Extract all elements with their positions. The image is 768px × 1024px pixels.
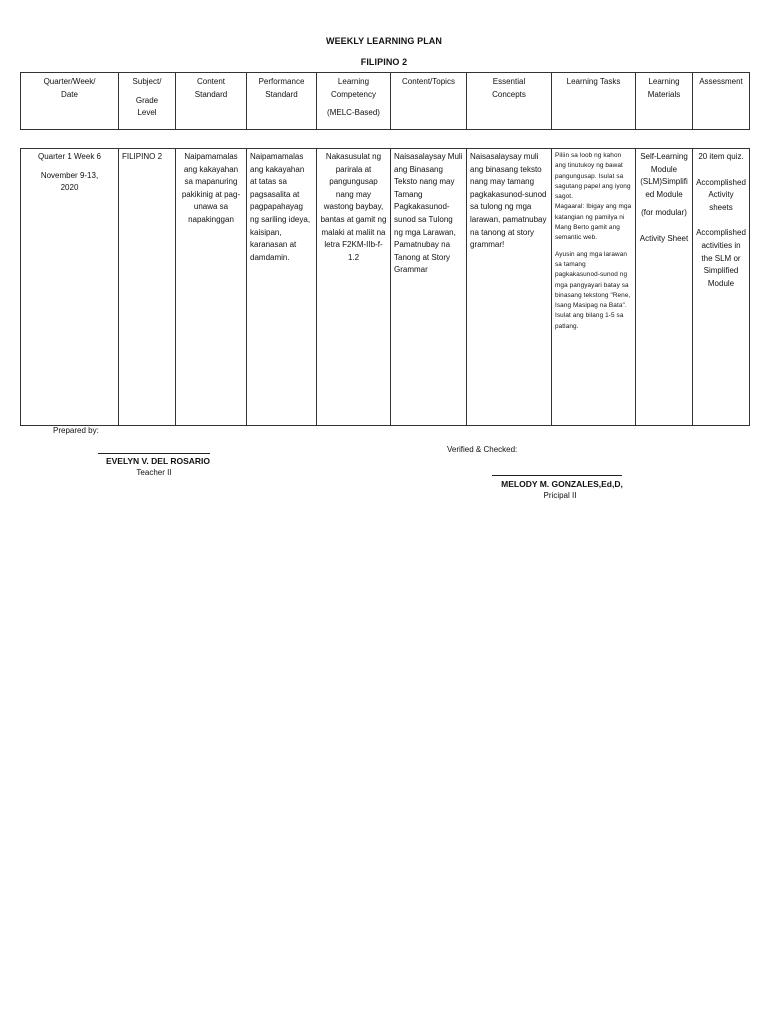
materials-item: Activity Sheet [639, 233, 689, 243]
cell-content-topics [391, 149, 467, 426]
date-text: 2020 [60, 183, 79, 193]
header-text: Level [137, 108, 157, 118]
header-assessment [693, 73, 750, 130]
header-text: Concepts [492, 89, 526, 99]
content-standard-text: Naipamamalas ang kakayahan sa mapanuring pakikinig at pag-unawa sa napakinggan [181, 152, 241, 224]
prepared-by-label: Prepared by: [53, 426, 99, 435]
header-text: Learning [337, 77, 370, 86]
cell-quarter-week-date [21, 149, 119, 426]
verifier-title: Pricipal II [543, 491, 577, 500]
content-topics-text: Naisasalaysay Muli ang Binasang Teksto nang may Tamang Pagkakasunod-sunod sa Tulong ng mga Larawan, Pamatnubay na Tanong at Story Grammar [394, 152, 463, 275]
header-learning-materials [636, 73, 693, 130]
header-content-topics [391, 73, 467, 130]
verifier-name: MELODY M. GONZALES,Ed,D, [501, 479, 623, 489]
header-text: Materials [647, 89, 681, 99]
task-item: Isulat ang bilang 1-5 sa patlang. [555, 312, 624, 330]
assessment-item: Accomplished Activity sheets [696, 177, 746, 212]
essential-concepts-text: Naisasalaysay muli ang binasang teksto nang may tamang pagkakasunod-sunod sa tulong ng mga larawan, pamatnubay na tanong at story grammar! [470, 152, 547, 250]
header-text: Date [61, 89, 78, 99]
cell-learning-tasks [552, 149, 636, 426]
assessment-item: 20 item quiz. [698, 152, 744, 161]
materials-item: (for modular) [641, 208, 687, 218]
task-item: Piliin sa loob ng kahon ang tinutukoy ng bawat pangungusap. Isulat sa sagutang papel ang iyong sagot. [555, 152, 631, 201]
header-table [20, 72, 750, 130]
date-text: November 9-13, [40, 170, 99, 180]
task-item: Ayusin ang mga larawan sa tamang pagkakasunod-sunod ng mga pangyayari batay sa binasang tekstong "Rene, Isang Masipag na Bata". [555, 250, 631, 310]
header-row [21, 73, 750, 130]
header-text: Content/Topics [402, 77, 455, 86]
preparer-name: EVELYN V. DEL ROSARIO [105, 456, 211, 466]
quarter-week-text: Quarter 1 Week 6 [38, 152, 101, 161]
preparer-title: Teacher II [136, 468, 172, 477]
cell-learning-competency [317, 149, 391, 426]
assessment-item: Accomplished activities in the SLM or Simplified Module [696, 228, 746, 288]
header-learning-competency [317, 73, 391, 130]
header-text: Essential [492, 77, 526, 86]
header-text: Assessment [699, 77, 743, 86]
verifier-signature-line [492, 475, 622, 476]
header-learning-tasks [552, 73, 636, 130]
header-subject-grade-level [119, 73, 176, 130]
header-text: Content [196, 77, 226, 86]
header-text: Quarter/Week/ [43, 77, 96, 86]
preparer-signature-line [98, 453, 210, 454]
header-text: Competency [331, 89, 376, 99]
plan-table [20, 148, 750, 426]
cell-performance-standard [247, 149, 317, 426]
table-row [21, 149, 750, 426]
header-text: Standard [194, 89, 228, 99]
header-text: Learning [648, 77, 680, 86]
header-text: Standard [265, 89, 298, 99]
header-performance-standard [247, 73, 317, 130]
cell-learning-materials [636, 149, 693, 426]
materials-item: Self-Learning Module (SLM)Simplified Module [640, 152, 688, 199]
verified-checked-label: Verified & Checked: [447, 445, 518, 454]
cell-subject [119, 149, 176, 426]
header-text: (MELC-Based) [327, 108, 380, 118]
document-title: WEEKLY LEARNING PLAN [325, 36, 442, 46]
document-subject-heading: FILIPINO 2 [360, 57, 408, 67]
cell-assessment [693, 149, 750, 426]
learning-competency-text: Nakasusulat ng parirala at pangungusap nang may wastong baybay, bantas at gamit ng malaki at maliit na letra F2KM-IIb-f-1.2 [320, 152, 387, 262]
task-item: Magaaral: Ibigay ang mga katangian ng pamilya ni Mang Berto gamit ang semantic web. [555, 203, 632, 242]
header-text: Learning Tasks [566, 77, 621, 86]
header-quarter-week-date [21, 73, 119, 130]
subject-text: FILIPINO 2 [122, 152, 163, 161]
header-text: Subject/ [132, 77, 162, 86]
header-content-standard [176, 73, 247, 130]
header-essential-concepts [467, 73, 552, 130]
cell-content-standard [176, 149, 247, 426]
header-text: Performance [258, 77, 305, 86]
cell-essential-concepts [467, 149, 552, 426]
header-text: Grade [135, 95, 159, 105]
performance-standard-text: Naipamamalas ang kakayahan at tatas sa pagsasalita at pagpapahayag ng sariling ideya, kaisipan, karanasan at damdamin. [250, 152, 311, 262]
